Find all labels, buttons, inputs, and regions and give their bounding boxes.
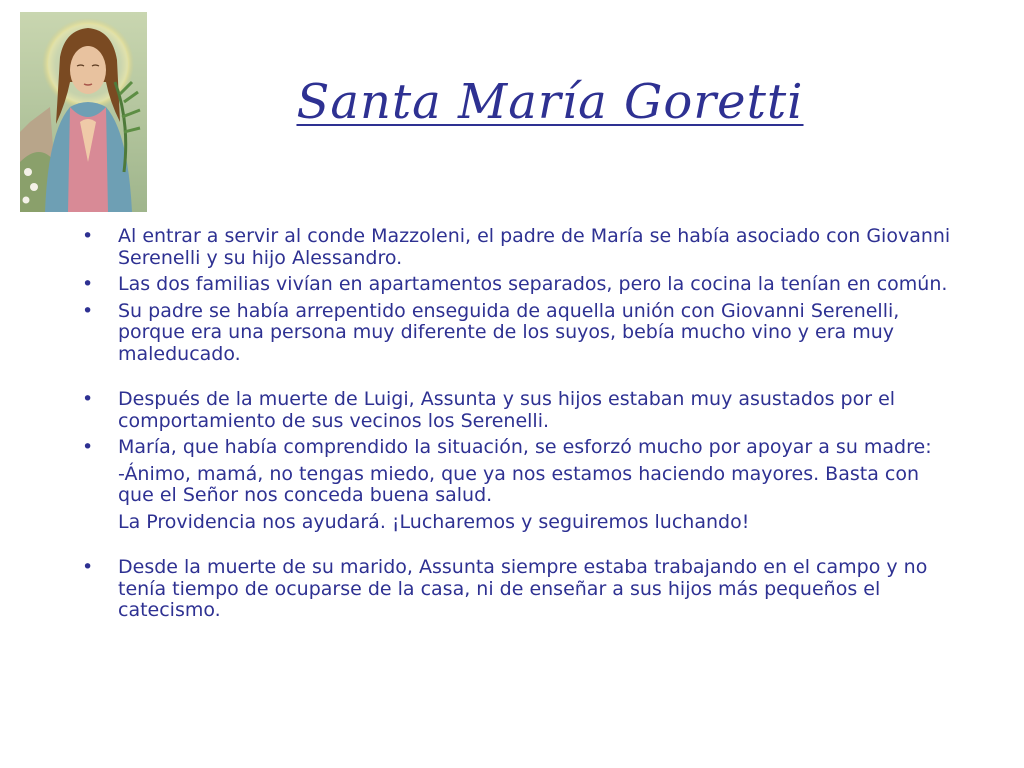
- slide-title: [150, 74, 950, 130]
- list-spacer: [80, 538, 960, 557]
- list-item: • Su padre se había arrepentido enseguida de aquella unión con Giovanni Serenelli, porque era una persona muy diferente de los suyos, bebía mucho vino y era muy maleducado.: [80, 301, 960, 366]
- saint-portrait-icon: [20, 12, 147, 212]
- list-item: • Desde la muerte de su marido, Assunta siempre estaba trabajando en el campo y no tenía tiempo de ocuparse de la casa, ni de enseñar a sus hijos más pequeños el catecismo.: [80, 557, 960, 622]
- quote-text: La Providencia nos ayudará. ¡Lucharemos y seguiremos luchando!: [118, 510, 750, 533]
- bullet-list: [80, 226, 960, 627]
- list-item: • Las dos familias vivían en apartamentos separados, pero la cocina la tenían en común.: [80, 274, 960, 296]
- list-item: • Después de la muerte de Luigi, Assunta y sus hijos estaban muy asustados por el comportamiento de sus vecinos los Serenelli.: [80, 389, 960, 432]
- list-item: • María, que había comprendido la situación, se esforzó mucho por apoyar a su madre:: [80, 437, 960, 459]
- list-spacer: [80, 370, 960, 389]
- saint-portrait-image: [20, 12, 147, 212]
- slide-title-text: Santa María Goretti: [296, 74, 804, 130]
- list-item: • Al entrar a servir al conde Mazzoleni, el padre de María se había asociado con Giovanni Serenelli y su hijo Alessandro.: [80, 226, 960, 269]
- quote-text: -Ánimo, mamá, no tengas miedo, que ya nos estamos haciendo mayores. Basta con que el Señor nos conceda buena salud.: [118, 462, 920, 506]
